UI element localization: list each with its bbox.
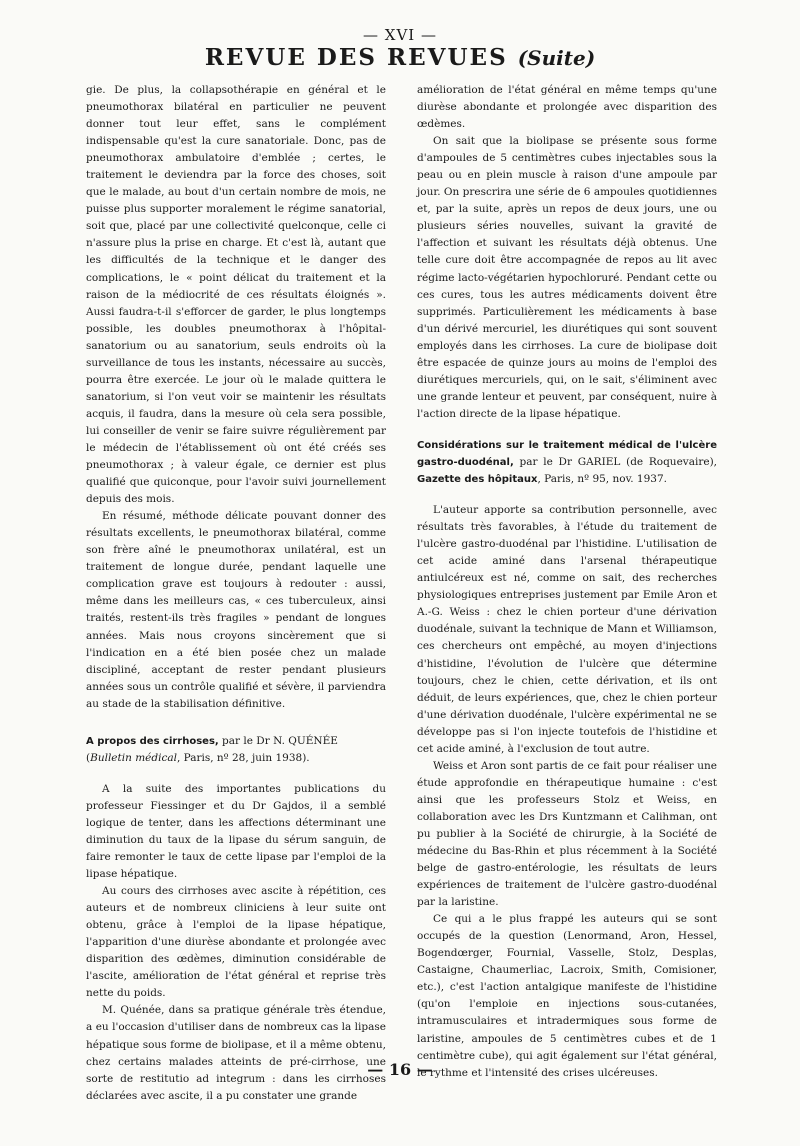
article-title: Considérations sur le traitement médical de l'ulcère gastro-duodénal, bbox=[417, 439, 717, 468]
left-column bbox=[86, 82, 386, 1105]
article-heading-ulcere bbox=[417, 437, 717, 488]
journal-title-suffix: (Suite) bbox=[517, 46, 596, 70]
left-paragraph-2: En résumé, méthode délicate pouvant donner des résultats excellents, le pneumothorax bilatéral, comme son frère aîné le pneumothorax unilatéral, est un traitement de longue durée, pendant laquelle une complication grave est toujours à redouter : aussi, même dans les meilleurs cas, « ces tuberculeux, ainsi traités, restent-ils très fragiles » pendant de longues années. Mais nous croyons sincèrement que si l'indication en a été bien posée chez un malade discipliné, acceptant de rester pendant plusieurs années sous un contrôle qualifié et sévère, il parviendra au stade de la stabilisation définitive. bbox=[86, 510, 386, 710]
right-paragraph-1: amélioration de l'état général en même temps qu'une diurèse abondante et prolongée avec disparition des œdèmes. bbox=[417, 84, 717, 131]
right-column bbox=[417, 82, 717, 1082]
page-number: — 16 — bbox=[367, 1060, 433, 1079]
right-paragraph-5: Ce qui a le plus frappé les auteurs qui se sont occupés de la question (Lenormand, Aron, Hessel, Bogendœrger, Fournial, Vasselle, Stolz, Desplas, Castaigne, Chaumerliac, Lacroix, Smith, Comisioner, etc.), c'est l'action antalgique manifeste de l'histidine (qu'on l'emploie en injections sous-cutanées, intramusculaires et intradermiques sous forme de laristine, ampoules de 5 centimètres cubes et de 1 centimètre cube), qui agit également sur l'état général, le rythme et l'intensité des crises ulcéreuses. bbox=[417, 913, 717, 1079]
article-author: par le Dr GARIEL (de Roquevaire), bbox=[513, 455, 717, 468]
left-paragraph-5: M. Quénée, dans sa pratique générale très étendue, a eu l'occasion d'utiliser dans de nombreux cas la lipase hépatique sous forme de biolipase, et il a même obtenu, chez certains malades atteints de pré-cirrhose, une sorte de restitutio ad integrum : dans les cirrhoses déclarées avec ascite, il a pu constater une grande bbox=[86, 1004, 386, 1102]
left-paragraph-4: Au cours des cirrhoses avec ascite à répétition, ces auteurs et de nombreux cliniciens à leur suite ont obtenu, grâce à l'emploi de la lipase hépatique, l'apparition d'une diurèse abondante et prolongée avec disparition des œdèmes, diminution considérable de l'ascite, amélioration de l'état général et reprise très nette du poids. bbox=[86, 885, 386, 1000]
right-paragraph-2: On sait que la biolipase se présente sous forme d'ampoules de 5 centimètres cubes injectables sous la peau ou en plein muscle à raison d'une ampoule par jour. On prescrira une série de 6 ampoules quotidiennes et, par la suite, après un repos de deux jours, une ou plusieurs séries nouvelles, suivant la gravité de l'affection et suivant les résultats déjà obtenus. Une telle cure doit être accompagnée de repos au lit avec régime lacto-végétarien hypochloruré. Pendant cette ou ces cures, tous les autres médicaments doivent être supprimés. Particulièrement les médicaments à base d'un dérivé mercuriel, les diurétiques qui sont souvent employés dans les cirrhoses. La cure de biolipase doit être espacée de quinze jours au moins de l'emploi des diurétiques mercuriels, qui, on le sait, s'éliminent avec une grande lenteur et peuvent, par conséquent, nuire à l'action directe de la lipase hépatique. bbox=[417, 135, 717, 420]
article-source: Gazette des hôpitaux bbox=[417, 474, 538, 486]
article-title: A propos des cirrhoses, bbox=[86, 735, 219, 747]
journal-title-text: REVUE DES REVUES bbox=[204, 44, 508, 71]
journal-title bbox=[0, 44, 800, 71]
article-source: Bulletin médical bbox=[90, 751, 177, 764]
right-paragraph-4: Weiss et Aron sont partis de ce fait pour réaliser une étude approfondie en thérapeutique humaine : c'est ainsi que les professeurs Stolz et Weiss, en collaboration avec les Drs Kuntzmann et Calihman, ont pu publier à la Société de chirurgie, à la Société de médecine du Bas-Rhin et plus récemment à la Société belge de gastro-entérologie, les résultats de leurs expériences de traitement de l'ulcère gastro-duodénal par la laristine. bbox=[417, 759, 717, 909]
page-roman-numeral: — XVI — bbox=[363, 26, 437, 44]
article-reference: , Paris, nº 95, nov. 1937. bbox=[537, 473, 667, 486]
left-paragraph-3: A la suite des importantes publications du professeur Fiessinger et du Dr Gajdos, il a semblé logique de tenter, dans les affections déterminant une diminution du taux de la lipase du sérum sanguin, de faire remonter le taux de cette lipase par l'emploi de la lipase hépatique. bbox=[86, 782, 386, 881]
right-paragraph-3: L'auteur apporte sa contribution personnelle, avec résultats très favorables, à l'étude du traitement de l'ulcère gastro-duodénal par l'histidine. L'utilisation de cet acide aminé dans l'arsenal thérapeutique antiulcéreux est né, comme on sait, des recherches physiologiques entreprises justement par Emile Aron et A.-G. Weiss : chez le chien porteur d'une dérivation duodénale, suivant la technique de Mann et Williamson, ces chercheurs ont empêché, au moyen d'injections d'histidine, l'évolution de l'ulcère que détermine toujours, chez le chien, cette dérivation, et ils ont déduit, de leurs expériences, que, chez le chien porteur d'une dérivation duodénale, l'ulcère expérimental ne se développe pas si l'on injecte toutefois de l'histidine et cet acide aminé, à l'exclusion de tout autre. bbox=[417, 504, 717, 755]
article-heading-cirrhoses: A propos des cirrhoses, par le Dr N. QUÉNÉE (Bulletin médical, Paris, nº 28, juin 1938). bbox=[86, 734, 338, 764]
left-paragraph-1: gie. De plus, la collapsothérapie en général et le pneumothorax bilatéral en particulier ne peuvent donner tout leur effet, sans le complément indispensable qu'est la cure sanatoriale. Donc, pas de pneumothorax ambulatoire d'emblée ; certes, le traitement le deviendra par la force des choses, soit que le malade, au bout d'un certain nombre de mois, ne puisse plus supporter moralement le régime sanatorial, soit que, placé par une collectivité quelconque, celle ci n'assure plus la prise en charge. Et c'est là, autant que les difficultés de la technique et le danger des complications, le « point délicat du traitement et la raison de la médiocrité de ces résultats éloignés ». Aussi faudra-t-il s'efforcer de garder, le plus longtemps possible, les doubles pneumothorax à l'hôpital-sanatorium ou au sanatorium, seuls endroits où la surveillance de tous les instants, nécessaire au succès, pourra être exercée. Le jour où le malade quittera le sanatorium, si l'on veut voir se maintenir les résultats acquis, il faudra, dans la mesure où cela sera possible, lui conseiller de venir se faire suivre régulièrement par le médecin de l'établissement où ont été créés ses pneumothorax ; à valeur égale, ce dernier est plus qualifié que quiconque, pour l'avoir suivi journellement depuis des mois. bbox=[86, 84, 386, 506]
article-reference: , Paris, nº 28, juin 1938). bbox=[176, 751, 310, 764]
article-author: par le Dr N. QUÉNÉE bbox=[218, 734, 338, 747]
